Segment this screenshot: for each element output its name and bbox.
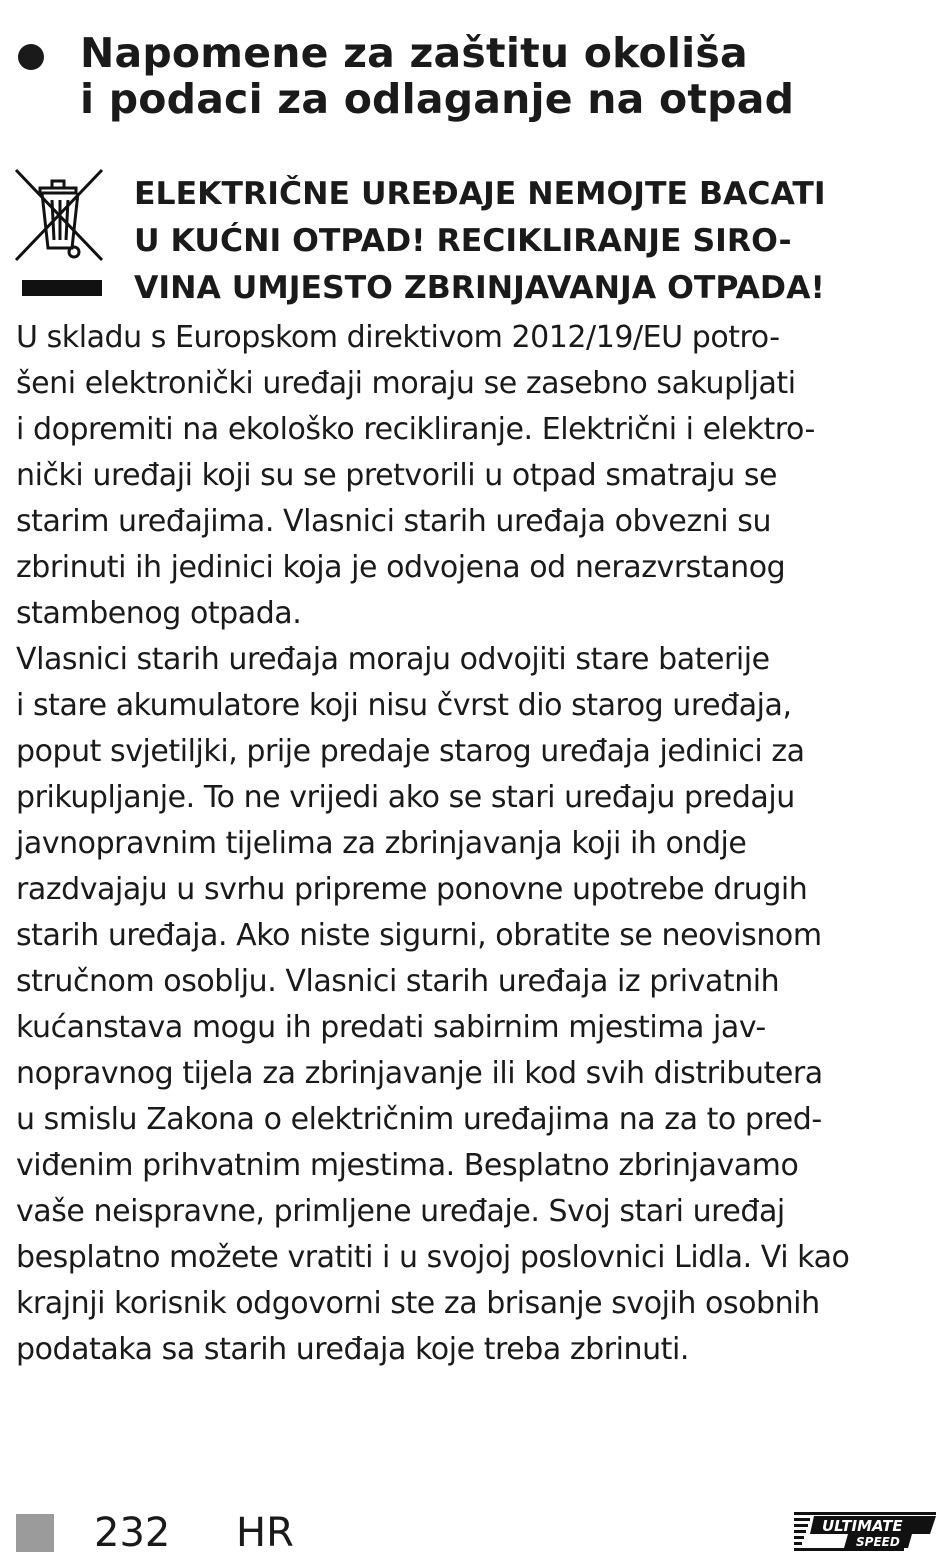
warning-line: VINA UMJESTO ZBRINJAVANJA OTPADA! [134, 270, 825, 306]
body-line: vaše neispravne, primljene uređaje. Svoj stari uređaj [16, 1194, 785, 1229]
body-paragraphs [16, 315, 946, 1373]
solid-bar [22, 280, 102, 296]
heading-line: Napomene za zaštitu okoliša [80, 29, 748, 77]
body-line: krajnji korisnik odgovorni ste za brisanje svojih osobnih [16, 1286, 820, 1321]
brand-logo [794, 1506, 936, 1554]
body-line: besplatno možete vratiti i u svojoj poslovnici Lidla. Vi kao [16, 1240, 850, 1275]
warning-line: ELEKTRIČNE UREĐAJE NEMOJTE BACATI [134, 176, 826, 212]
body-line: u smislu Zakona o električnim uređajima na za to pred- [16, 1102, 822, 1137]
brand-logo-line: ULTIMATE [822, 1517, 903, 1535]
warning-text [134, 171, 944, 312]
page-marker-square [16, 1514, 54, 1552]
body-line: Vlasnici starih uređaja moraju odvojiti stare baterije [16, 642, 770, 677]
page-number: 232 [94, 1510, 171, 1556]
body-line: poput svjetiljki, prije predaje starog uređaja jedinici za [16, 734, 805, 769]
page-footer [16, 1510, 936, 1556]
heading-line: i podaci za odlaganje na otpad [80, 75, 795, 123]
body-line: viđenim prihvatnim mjestima. Besplatno zbrinjavamo [16, 1148, 799, 1183]
body-line: podataka sa starih uređaja koje treba zbrinuti. [16, 1332, 689, 1367]
body-line: javnopravnim tijelima za zbrinjavanja koji ih ondje [16, 826, 747, 861]
body-line: i dopremiti na ekološko recikliranje. Električni i elektro- [16, 412, 815, 447]
bullet-icon [18, 44, 44, 70]
body-line: stambenog otpada. [16, 596, 302, 631]
body-line: nopravnog tijela za zbrinjavanje ili kod svih distributera [16, 1056, 823, 1091]
body-line: šeni elektronički uređaji moraju se zasebno sakupljati [16, 366, 796, 401]
heading-text [80, 30, 794, 122]
brand-logo-line: SPEED [856, 1535, 900, 1549]
crossed-out-wheelie-bin-icon [14, 168, 104, 308]
body-line: kućanstava mogu ih predati sabirnim mjestima jav- [16, 1010, 766, 1045]
body-line: i stare akumulatore koji nisu čvrst dio starog uređaja, [16, 688, 792, 723]
body-line: razdvajaju u svrhu pripreme ponovne upotrebe drugih [16, 872, 808, 907]
body-line: stručnom osoblju. Vlasnici starih uređaja iz privatnih [16, 964, 780, 999]
body-line: starim uređajima. Vlasnici starih uređaja obvezni su [16, 504, 772, 539]
warning-line: U KUĆNI OTPAD! RECIKLIRANJE SIRO- [134, 223, 792, 259]
body-line: starih uređaja. Ako niste sigurni, obratite se neovisnom [16, 918, 822, 953]
language-code: HR [236, 1510, 294, 1556]
body-line: U skladu s Europskom direktivom 2012/19/EU potro- [16, 320, 780, 355]
body-line: zbrinuti ih jedinici koja je odvojena od nerazvrstanog [16, 550, 786, 585]
body-line: nički uređaji koji su se pretvorili u otpad smatraju se [16, 458, 778, 493]
section-heading [18, 30, 938, 122]
body-line: prikupljanje. To ne vrijedi ako se stari uređaju predaju [16, 780, 795, 815]
